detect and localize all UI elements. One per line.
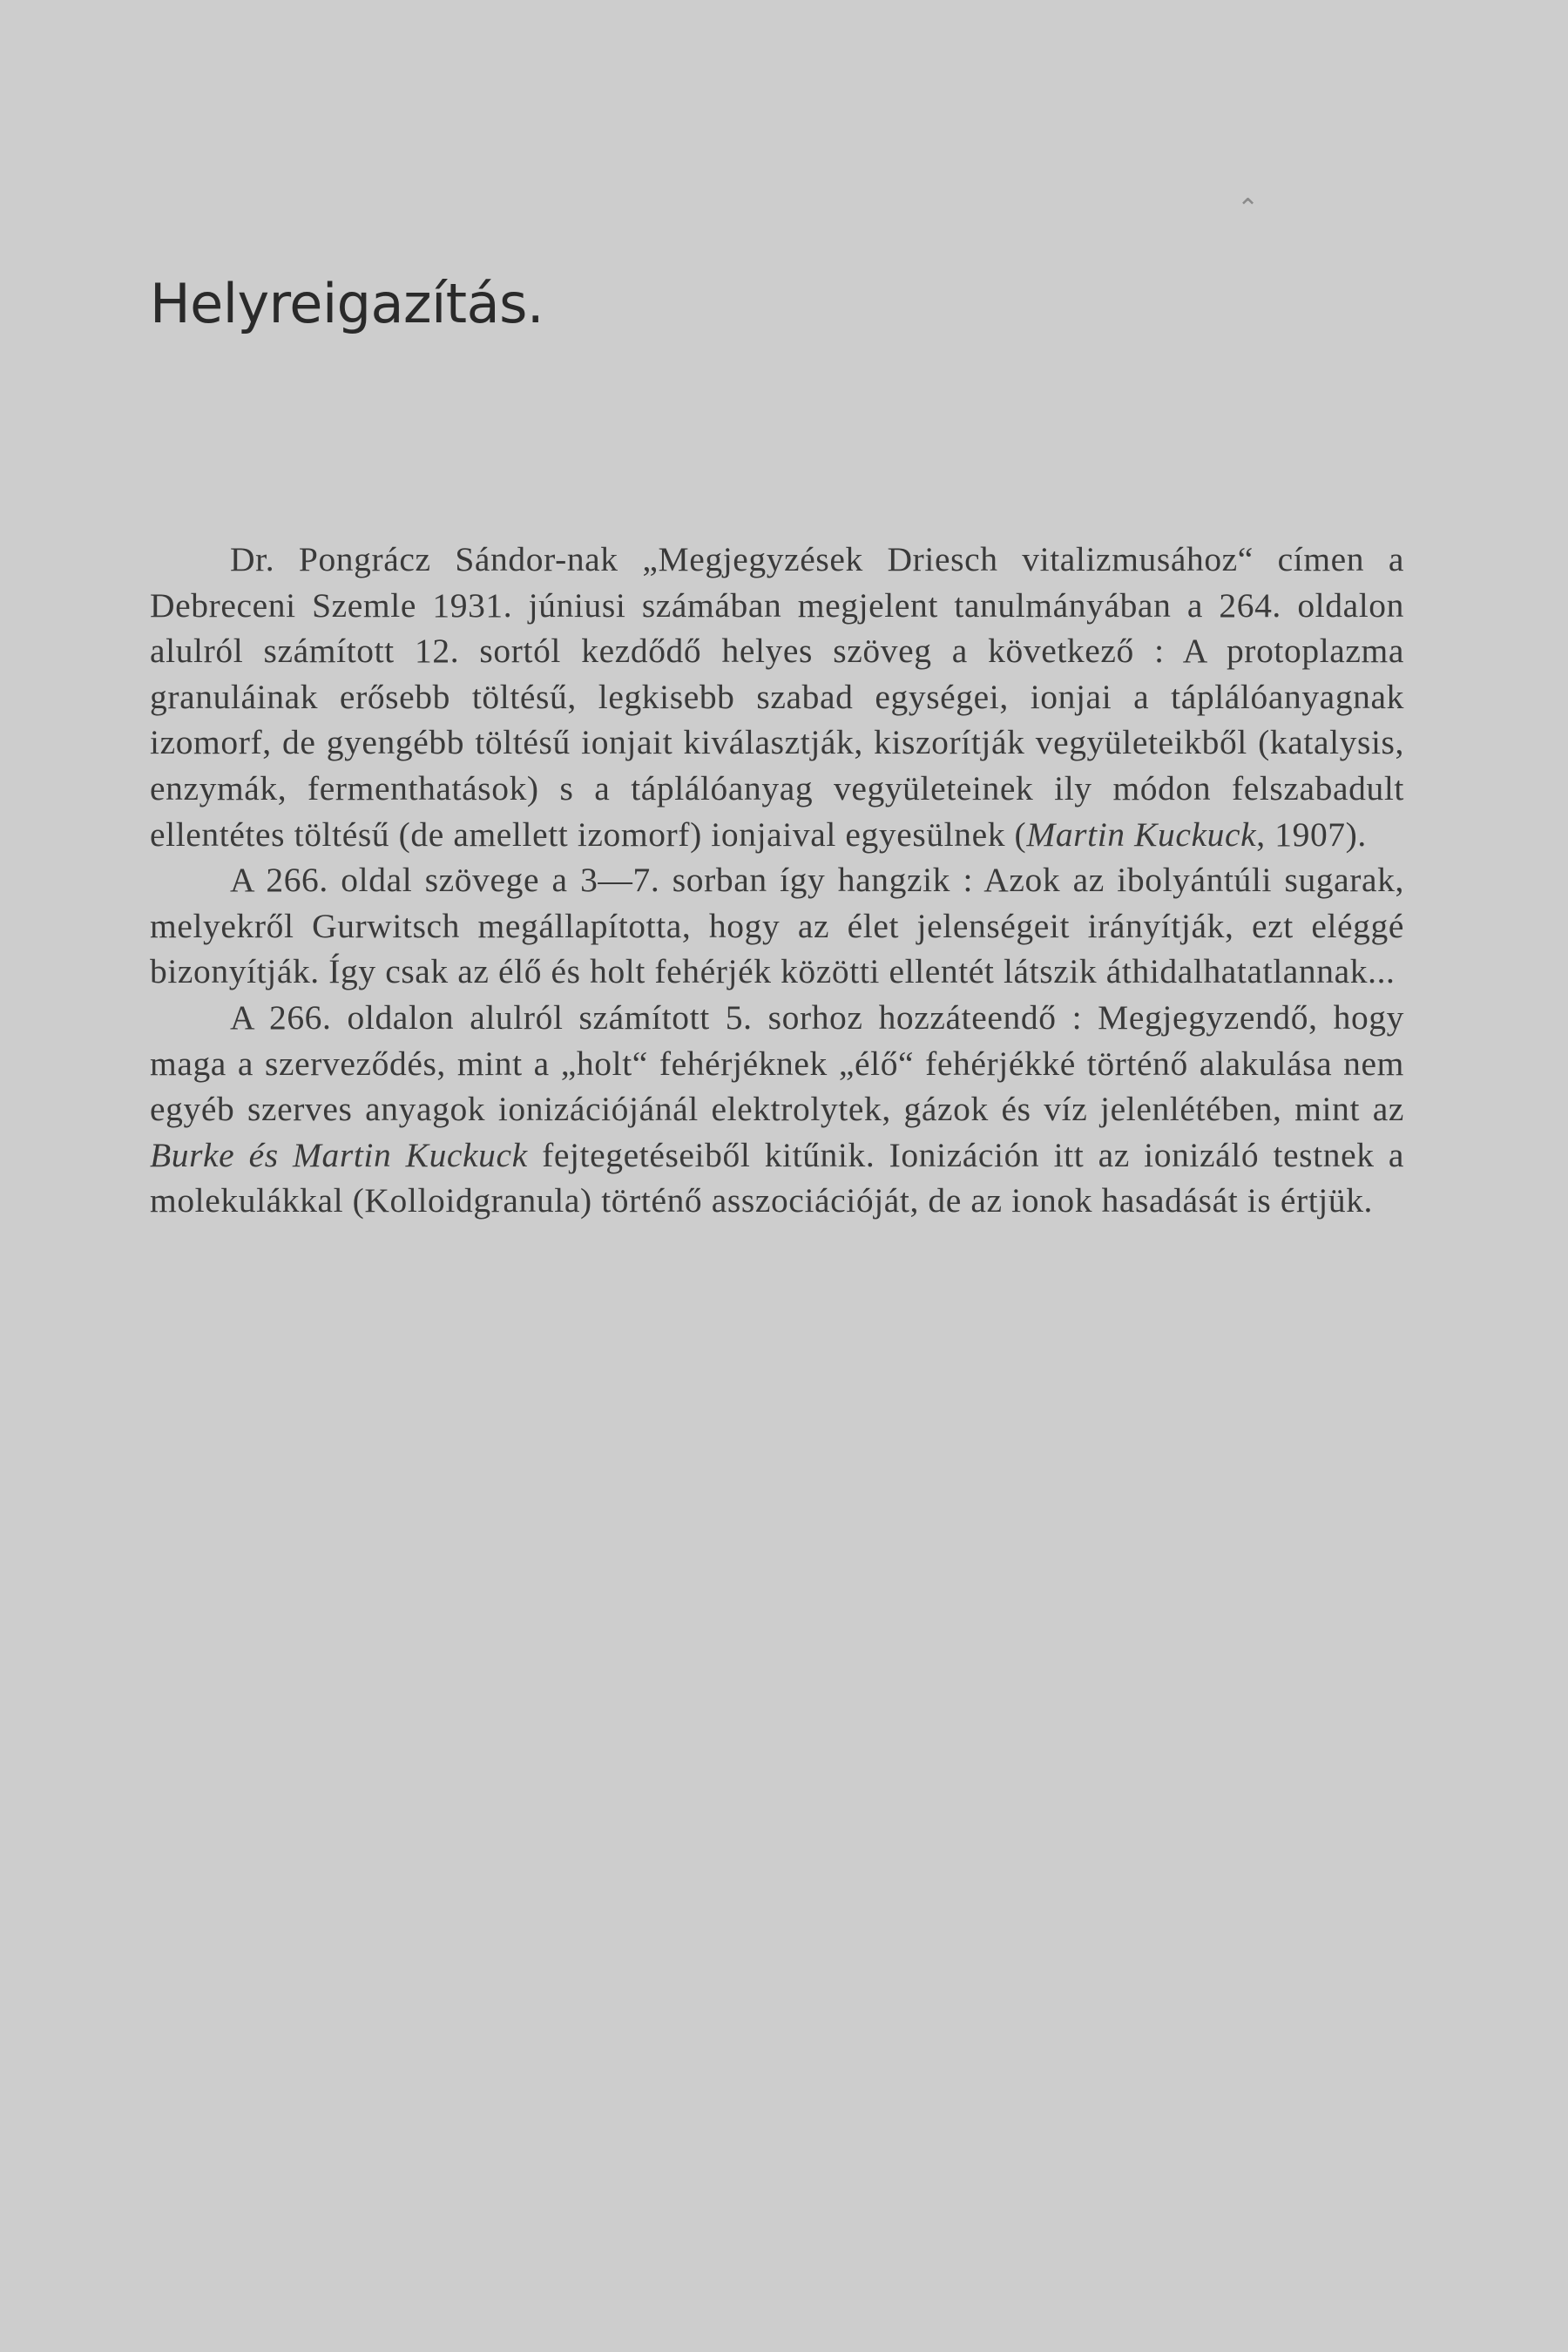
paragraph-1-text: Dr. Pongrácz Sándor-nak „Megjegyzések Driesch vitalizmusához“ címen a Debreceni Szemle 1931. júniusi számában megjelent tanulmányában a 264. oldalon alulról számított 12. sortól kezdődő helyes szöveg a következő : A protoplazma granuláinak erősebb töltésű, legkisebb szabad egységei, ionjai a táplálóanyagnak izomorf, de gyengébb töltésű ionjait kiválasztják, kiszorítják vegyületeikből (katalysis, enzymák, fermenthatások) s a táplálóanyag vegyületeinek ily módon felszabadult ellentétes töltésű (de amellett izomorf) ionjaival egyesülnek ( [150, 540, 1404, 854]
paragraph-1 [150, 537, 1404, 857]
body-text [150, 537, 1404, 1224]
paragraph-2 [150, 857, 1404, 995]
paragraph-3-text-end: fejtegetéseiből kitűnik. Ionizáción itt az ionizáló testnek a molekulákkal (Kolloidgranula) történő asszociációját, de az ionok hasadását is értjük. [150, 1135, 1404, 1220]
paragraph-1-italic-author: Martin Kuckuck [1026, 814, 1257, 854]
page-title: Helyreigazítás. [150, 272, 544, 335]
paragraph-3 [150, 995, 1404, 1224]
paragraph-2-text: A 266. oldal szövege a 3—7. sorban így hangzik : Azok az ibolyántúli sugarak, melyekről Gurwitsch megállapította, hogy az élet jelenségeit irányítják, ezt eléggé bizonyítják. Így csak az élő és holt fehérjék közötti ellentét látszik áthidalhatatlannak... [150, 861, 1404, 991]
paragraph-1-text-end: , 1907). [1256, 814, 1367, 854]
margin-mark: ⌃ [1237, 193, 1260, 224]
paragraph-3-text: A 266. oldalon alulról számított 5. sorhoz hozzáteendő : Megjegyzendő, hogy maga a szerveződés, mint a „holt“ fehérjéknek „élő“ fehérjékké történő alakulása nem egyéb szerves anyagok ionizációjánál elektrolytek, gázok és víz jelenlétében, mint az [150, 997, 1404, 1129]
paragraph-3-italic-authors: Burke és Martin Kuckuck [150, 1135, 528, 1174]
